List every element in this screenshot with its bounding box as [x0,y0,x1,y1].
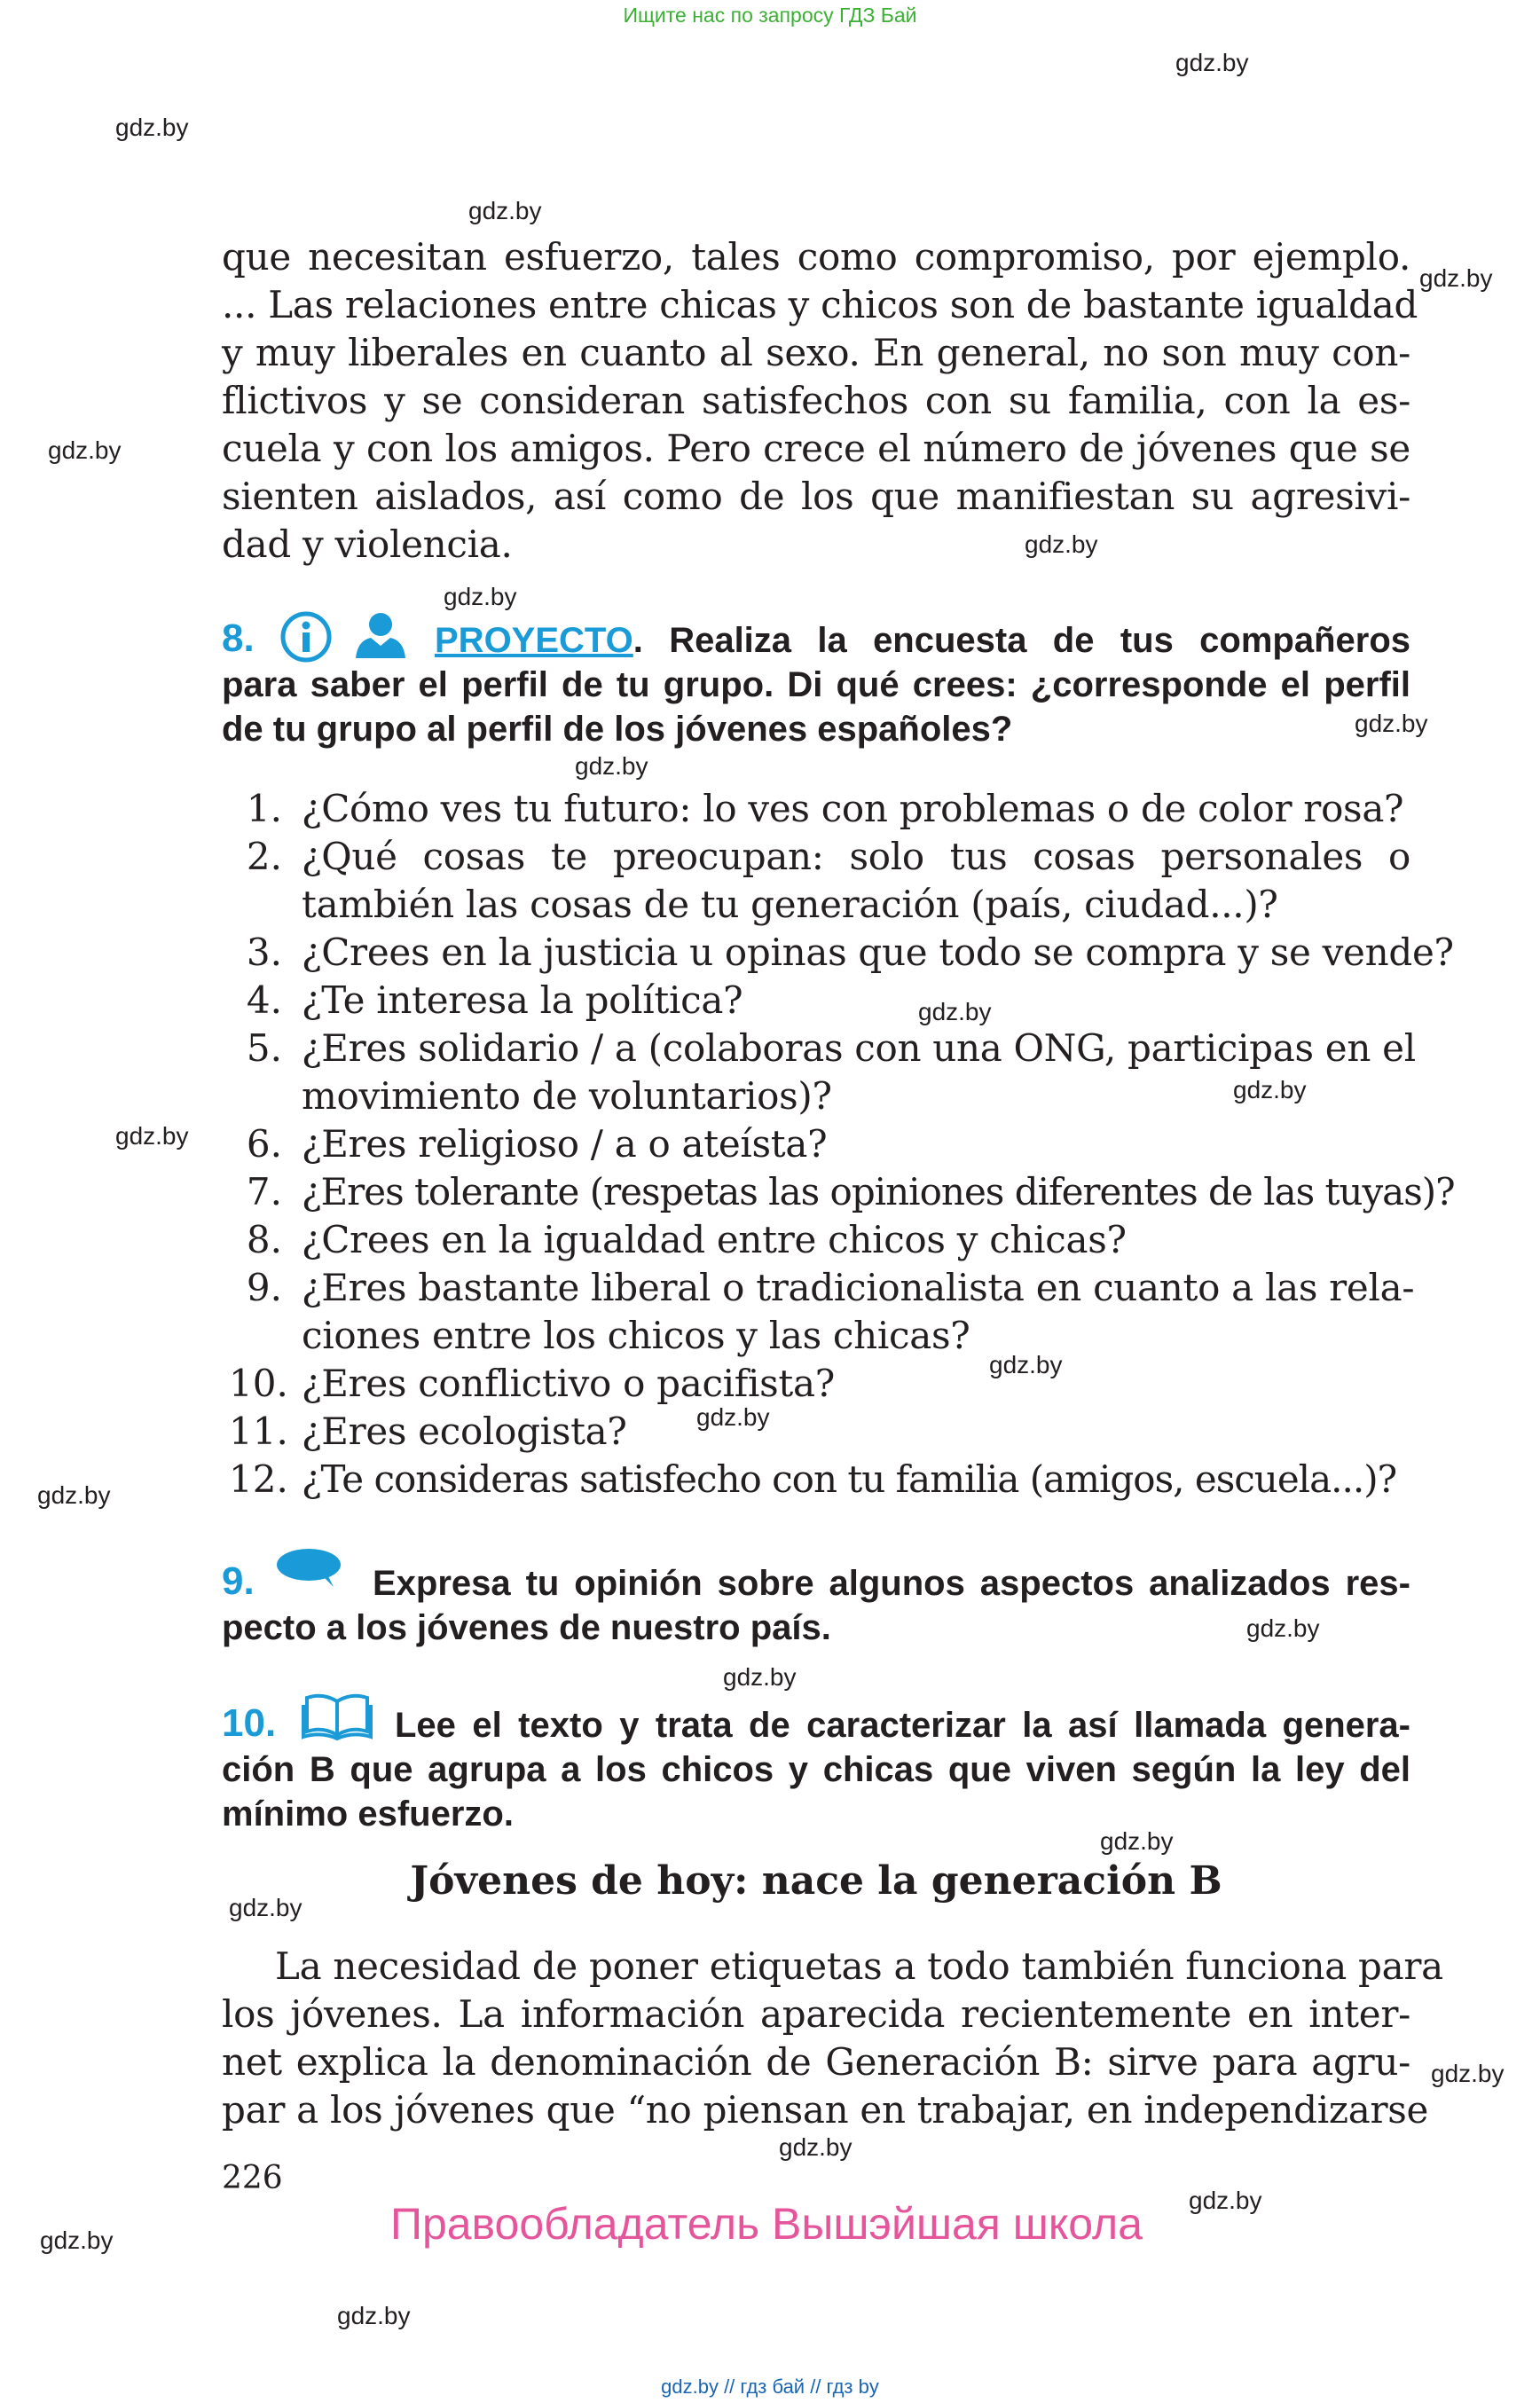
watermark: gdz.by [48,436,122,464]
article-title: Jóvenes de hoy: nace la generación B [410,1858,1222,1904]
watermark: gdz.by [696,1403,770,1431]
task-number: 10. [222,1701,277,1745]
question-number: 12. [229,1457,288,1501]
question-text: ciones entre los chicos y las chicas? [302,1314,970,1357]
text-line: ... Las relaciones entre chicas y chicos son de bastante igualdad [222,283,1418,326]
text-line: sienten aislados, así como de los que manifiestan su agresivi- [222,475,1410,518]
question-text: ¿Qué cosas te preocupan: solo tus cosas personales o [302,835,1410,878]
question-number: 11. [229,1410,288,1453]
question-number: 2. [246,835,282,878]
text-line: par a los jóvenes que “no piensan en trabajar, en independizarse [222,2088,1429,2132]
info-icon [279,610,333,664]
question-number: 7. [246,1170,282,1213]
watermark: gdz.by [444,583,517,610]
footer-links[interactable]: gdz.by // гдз бай // гдз by [661,2376,879,2398]
watermark: gdz.by [115,1122,189,1150]
question-text: ¿Te consideras satisfecho con tu familia (amigos, escuela...)? [302,1457,1397,1501]
task-text: . Realiza la encuesta de tus compañeros [632,621,1410,660]
text-line: flictivos y se consideran satisfechos con su familia, con la es- [222,379,1410,422]
task-line: Expresa tu opinión sobre algunos aspectos analizados res- [373,1564,1410,1603]
speech-bubble-icon [275,1546,344,1589]
copyright-notice: Правообладатель Вышэйшая школа [390,2199,1143,2249]
question-number: 9. [246,1266,282,1309]
watermark: gdz.by [1355,710,1428,737]
watermark: gdz.by [37,1481,111,1509]
watermark: gdz.by [779,2133,852,2161]
question-number: 3. [246,931,282,974]
question-text: ¿Eres solidario / a (colaboras con una ONG, participas en el [302,1026,1416,1070]
task-line: para saber el perfil de tu grupo. Di qué crees: ¿corresponde el perfil [222,665,1410,704]
text-line: y muy liberales en cuanto al sexo. En general, no son muy con- [222,331,1410,374]
question-text: movimiento de voluntarios)? [302,1074,832,1118]
question-text: ¿Eres ecologista? [302,1410,627,1453]
task-line: Lee el texto y trata de caracterizar la así llamada genera- [395,1706,1410,1745]
watermark: gdz.by [1246,1614,1320,1642]
watermark: gdz.by [229,1894,302,1921]
question-text: ¿Eres conflictivo o pacifista? [302,1362,835,1405]
watermark: gdz.by [1233,1076,1307,1103]
watermark: gdz.by [468,197,542,224]
watermark: gdz.by [1175,49,1249,76]
question-number: 8. [246,1218,282,1261]
watermark: gdz.by [723,1663,797,1691]
question-number: 1. [246,787,282,830]
task-line [435,618,1410,663]
question-text: ¿Te interesa la política? [302,978,743,1022]
project-label: PROYECTO [435,621,633,660]
question-number: 10. [229,1362,288,1405]
book-icon [302,1691,373,1740]
task-line: pecto a los jóvenes de nuestro país. [222,1608,831,1647]
watermark: gdz.by [1419,264,1493,292]
person-icon [353,610,408,660]
watermark: gdz.by [337,2302,411,2329]
task-line: ción B que agrupa a los chicos y chicas que viven según la ley del [222,1750,1410,1789]
question-text: ¿Eres tolerante (respetas las opiniones diferentes de las tuyas)? [302,1170,1455,1213]
watermark: gdz.by [575,752,648,780]
question-text: ¿Crees en la justicia u opinas que todo se compra y se vende? [302,931,1454,974]
question-number: 5. [246,1026,282,1070]
task-line: de tu grupo al perfil de los jóvenes españoles? [222,710,1013,749]
question-text: ¿Crees en la igualdad entre chicos y chicas? [302,1218,1127,1261]
watermark: gdz.by [989,1351,1063,1378]
question-text: ¿Eres bastante liberal o tradicionalista en cuanto a las rela- [302,1266,1415,1309]
watermark: gdz.by [1025,530,1098,558]
task-number: 9. [222,1559,255,1603]
watermark: gdz.by [1100,1827,1174,1855]
question-text: ¿Eres religioso / a o ateísta? [302,1122,828,1166]
watermark: gdz.by [918,998,992,1025]
page-number: 226 [222,2160,283,2196]
question-number: 6. [246,1122,282,1166]
question-text: también las cosas de tu generación (país, ciudad...)? [302,883,1278,926]
task-number: 8. [222,616,255,660]
question-text: ¿Cómo ves tu futuro: lo ves con problemas o de color rosa? [302,787,1404,830]
text-line: net explica la denominación de Generación B: sirve para agru- [222,2040,1410,2084]
watermark: gdz.by [1189,2187,1262,2214]
text-line: La necesidad de poner etiquetas a todo también funciona para [275,1944,1443,1988]
watermark: gdz.by [1431,2060,1505,2087]
text-line: cuela y con los amigos. Pero crece el número de jóvenes que se [222,427,1410,470]
question-number: 4. [246,978,282,1022]
text-line: dad y violencia. [222,522,513,566]
watermark: gdz.by [40,2226,114,2254]
task-line: mínimo esfuerzo. [222,1794,514,1834]
top-banner: Ищите нас по запросу ГДЗ Бай [623,4,917,27]
watermark: gdz.by [115,114,189,141]
text-line: que necesitan esfuerzo, tales como compromiso, por ejemplo. [222,235,1410,279]
text-line: los jóvenes. La información aparecida recientemente en inter- [222,1992,1410,2036]
